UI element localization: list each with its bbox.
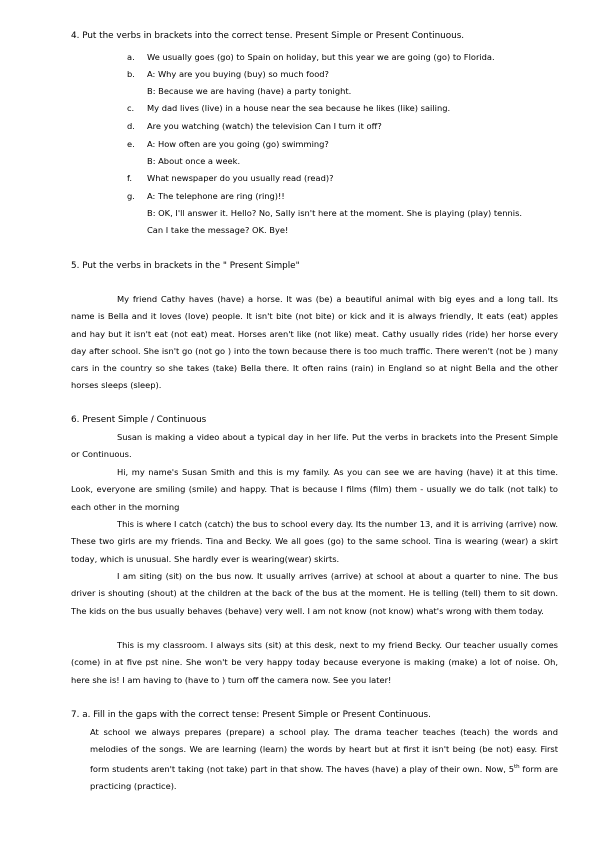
item-letter: c. <box>127 103 135 113</box>
exercise-4-title: 4. Put the verbs in brackets into the correct tense. Present Simple or Present Continuous. <box>71 31 465 41</box>
paragraph-text: My friend Cathy haves (have) a horse. It was (be) a beautiful animal with big eyes and a long tall. Its name is Bella and it loves (love) people. It isn't bite (not bite) or kick and it is always friendly, It eats (eat) apples and hay but it isn't eat (not eat) meat. Horses aren't like (not like) meat. Cathy usually rides (ride) her horse every day after school. She isn't go (not go ) into the town because there is too much traffic. There weren't (not be ) many cars in the country so she takes (take) Bella there. It often rains (rain) in England so at night Bella and the other horses sleeps (sleep). <box>71 294 558 391</box>
exercise-5-paragraph <box>71 291 558 395</box>
item-line: B: Because we are having (have) a party tonight. <box>147 86 352 96</box>
paragraph-text: At school we always prepares (prepare) a school play. The drama teacher teaches (teach) the words and melodies of the songs. We are learning (learn) the words by heart but at first it isn't being (be not) easy. First form students aren't taking (not take) part in that show. The haves (have) a play of their own. Now, 5 <box>90 727 558 774</box>
item-line: My dad lives (live) in a house near the sea because he likes (like) sailing. <box>147 103 451 113</box>
item-line: B: About once a week. <box>147 156 241 166</box>
item-line: B: OK, I'll answer it. Hello? No, Sally isn't here at the moment. She is playing (play) tennis. <box>147 208 523 218</box>
item-line: What newspaper do you usually read (read)? <box>147 173 334 183</box>
paragraph-text: I am siting (sit) on the bus now. It usually arrives (arrive) at school at about a quarter to nine. The bus driver is shouting (shout) at the children at the back of the bus at the moment. He is telling (tell) them to sit down. The kids on the bus usually behaves (behave) very well. I am not know (not know) what's wrong with them today. <box>71 571 558 616</box>
paragraph-text: This is where I catch (catch) the bus to school every day. Its the number 13, and it is arriving (arrive) now. These two girls are my friends. Tina and Becky. We all goes (go) to the same school. Tina is wearing (wear) a skirt today, which is unusual. She hardly ever is wearing(wear) skirts. <box>71 519 558 564</box>
item-line: A: Why are you buying (buy) so much food? <box>147 69 329 79</box>
paragraph-text: Susan is making a video about a typical day in her life. Put the verbs in brackets into the Present Simple or Continuous. <box>71 432 558 460</box>
item-line: We usually goes (go) to Spain on holiday, but this year we are going (go) to Florida. <box>147 52 495 62</box>
exercise-7-title: 7. a. Fill in the gaps with the correct tense: Present Simple or Present Continuous. <box>71 710 431 720</box>
item-letter: b. <box>127 69 135 79</box>
item-line: Are you watching (watch) the television Can I turn it off? <box>147 121 382 131</box>
exercise-6-title: 6. Present Simple / Continuous <box>71 415 207 425</box>
item-line: Can I take the message? OK. Bye! <box>147 225 289 235</box>
item-letter: a. <box>127 52 135 62</box>
exercise-6-paragraph <box>71 637 558 689</box>
item-line: A: The telephone are ring (ring)!! <box>147 191 285 201</box>
item-letter: d. <box>127 121 135 131</box>
paragraph-text: Hi, my name's Susan Smith and this is my family. As you can see we are having (have) it at this time. Look, everyone are smiling (smile) and happy. That is because I films (film) them - usually we do talk (not talk) to each other in the morning <box>71 467 558 512</box>
exercise-6-paragraph <box>71 464 558 516</box>
exercise-6-paragraph <box>71 516 558 568</box>
item-letter: g. <box>127 191 135 201</box>
item-line: A: How often are you going (go) swimming? <box>147 139 329 149</box>
exercise-6-paragraph <box>71 568 558 620</box>
item-letter: f. <box>127 173 132 183</box>
ordinal-suffix: th <box>513 763 520 770</box>
item-letter: e. <box>127 139 135 149</box>
exercise-7-paragraph <box>90 724 558 795</box>
paragraph-text: This is my classroom. I always sits (sit) at this desk, next to my friend Becky. Our teacher usually comes (come) in at five pst nine. She won't be very happy today because everyone is making (make) a lot of noise. Oh, here she is! I am having to (have to ) turn off the camera now. See you later! <box>71 640 558 685</box>
exercise-5-title: 5. Put the verbs in brackets in the " Present Simple" <box>71 261 300 271</box>
paragraph-text-tail: form are practicing (practice). <box>90 763 558 791</box>
exercise-6-intro <box>71 429 558 464</box>
